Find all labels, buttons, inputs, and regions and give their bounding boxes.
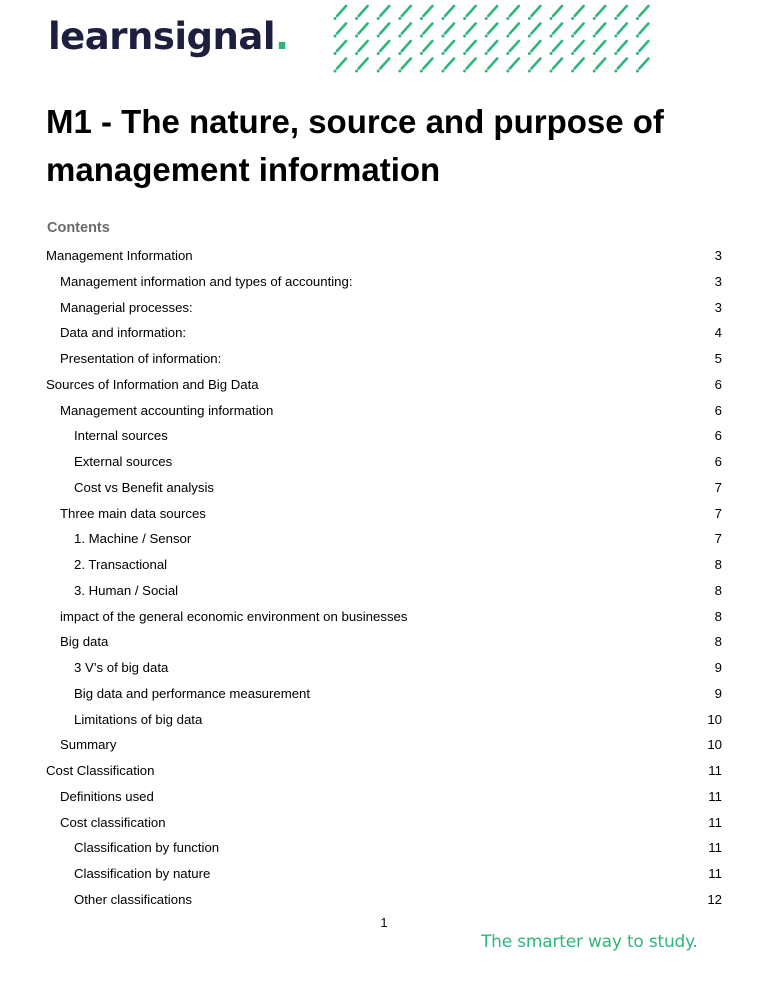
toc-entry-text: Limitations of big data [74, 711, 203, 727]
tick-mark [593, 41, 606, 55]
tick-mark [442, 41, 455, 55]
toc-entry-page: 11 [708, 763, 722, 778]
tick-mark [463, 6, 476, 20]
toc-entry[interactable] [46, 243, 722, 269]
toc-entry[interactable] [46, 475, 722, 501]
toc-entry-text: Internal sources [74, 428, 168, 444]
toc-entry-page: 4 [714, 325, 722, 341]
toc-entry-text: Cost Classification [46, 763, 155, 778]
tick-mark [614, 59, 627, 73]
toc-entry-text: 2. Transactional [74, 557, 168, 572]
toc-entry-page: 11 [708, 814, 722, 830]
toc-entry-page: 10 [707, 737, 722, 753]
toc-entry[interactable] [46, 784, 722, 810]
tick-mark [377, 24, 390, 38]
tick-mark [355, 41, 368, 55]
tick-mark [528, 6, 541, 20]
tick-mark [593, 6, 606, 20]
tick-mark [571, 59, 584, 73]
tick-mark [463, 24, 476, 38]
tick-mark [398, 41, 411, 55]
tick-mark [398, 6, 411, 20]
toc-entry[interactable] [46, 552, 722, 578]
toc-entry[interactable] [46, 758, 722, 784]
toc-entry-page: 7 [714, 505, 722, 521]
tick-mark [506, 59, 519, 73]
toc-entry-text: Managerial processes: [60, 299, 193, 315]
toc-entry-page: 6 [714, 428, 722, 444]
tick-mark [614, 6, 627, 20]
tick-mark [614, 41, 627, 55]
tick-mark [636, 6, 649, 20]
toc-entry[interactable] [46, 372, 722, 398]
tick-mark [355, 59, 368, 73]
toc-entry-text: impact of the general economic environment on businesses [60, 608, 408, 624]
toc-entry-page: 3 [714, 248, 722, 263]
contents-heading: Contents [47, 220, 110, 236]
toc-entry-text: Classification by nature [74, 866, 211, 881]
toc-entry[interactable] [46, 629, 722, 655]
toc-entry-page: 5 [714, 351, 722, 366]
toc-entry-page: 10 [707, 711, 722, 727]
toc-entry-page: 6 [714, 454, 722, 469]
tick-mark [485, 6, 498, 20]
toc-entry-text: Other classifications [74, 891, 192, 907]
toc-entry-text: 3 V’s of big data [74, 660, 169, 675]
tick-mark [593, 59, 606, 73]
toc-entry[interactable] [46, 526, 722, 552]
toc-entry-page: 3 [714, 299, 722, 315]
tick-mark [550, 59, 563, 73]
tick-mark [334, 59, 347, 73]
toc-entry-page: 12 [707, 891, 722, 907]
toc-entry-page: 7 [714, 531, 722, 547]
toc-entry-page: 8 [714, 608, 722, 624]
toc-entry-text: Management accounting information [60, 402, 274, 418]
tick-mark [420, 24, 433, 38]
toc-entry-page: 9 [714, 685, 722, 701]
toc-entry[interactable] [46, 707, 722, 733]
toc-entry[interactable] [46, 810, 722, 836]
tick-mark [442, 59, 455, 73]
tick-mark [528, 59, 541, 73]
toc-entry-page: 11 [708, 866, 722, 881]
toc-entry-text: Definitions used [60, 788, 154, 804]
toc-entry[interactable] [46, 346, 722, 372]
decorative-tick-pattern [330, 2, 670, 82]
tick-mark [377, 59, 390, 73]
tick-mark [528, 24, 541, 38]
tick-mark [420, 6, 433, 20]
toc-entry[interactable] [46, 835, 722, 861]
toc-entry-text: Data and information: [60, 325, 187, 341]
tick-mark [571, 24, 584, 38]
page-number: 1 [380, 916, 388, 930]
tick-mark [463, 59, 476, 73]
toc-entry-text: Management Information [46, 248, 193, 263]
tick-mark [593, 24, 606, 38]
tick-mark [442, 6, 455, 20]
tick-mark [550, 41, 563, 55]
tick-mark [420, 59, 433, 73]
toc-entry-text: Three main data sources [60, 505, 206, 521]
toc-entry[interactable] [46, 320, 722, 346]
tick-mark [485, 59, 498, 73]
tick-mark [463, 41, 476, 55]
tick-mark [636, 24, 649, 38]
toc-entry-page: 8 [714, 634, 722, 650]
tick-mark [506, 41, 519, 55]
tick-mark [377, 6, 390, 20]
tick-mark [571, 6, 584, 20]
toc-entry[interactable] [46, 681, 722, 707]
toc-entry[interactable] [46, 295, 722, 321]
tick-mark [528, 41, 541, 55]
toc-entry[interactable] [46, 861, 722, 887]
tick-mark [636, 59, 649, 73]
tick-mark [355, 24, 368, 38]
toc-entry-page: 6 [714, 376, 722, 392]
tick-mark [442, 24, 455, 38]
toc-entry-text: 1. Machine / Sensor [74, 531, 192, 547]
tick-mark [355, 6, 368, 20]
toc-entry-text: Summary [60, 737, 117, 753]
document-title: M1 - The nature, source and purpose of management information [46, 103, 664, 188]
toc-entry[interactable] [46, 449, 722, 475]
toc-entry-text: Cost classification [60, 814, 166, 830]
toc-entry[interactable] [46, 398, 722, 424]
toc-entry[interactable] [46, 887, 722, 913]
toc-entry-page: 11 [708, 840, 722, 856]
toc-entry-page: 11 [708, 788, 722, 804]
toc-entry-page: 7 [714, 479, 722, 495]
tick-mark [377, 41, 390, 55]
toc-entry-page: 3 [714, 273, 722, 289]
toc-entry[interactable] [46, 269, 722, 295]
logo-text: learnsignal [48, 15, 276, 58]
toc-entry[interactable] [46, 732, 722, 758]
toc-entry-text: Big data [60, 634, 109, 650]
tagline: The smarter way to study. [481, 932, 698, 952]
toc-entry-text: Sources of Information and Big Data [46, 376, 259, 392]
logo-dot: . [275, 15, 289, 58]
tick-mark [550, 6, 563, 20]
learnsignal-logo [48, 12, 289, 62]
toc-entry-text: 3. Human / Social [74, 582, 179, 598]
table-of-contents [46, 243, 722, 913]
tick-mark [506, 24, 519, 38]
toc-entry-page: 8 [714, 557, 722, 572]
toc-entry-text: Classification by function [74, 840, 220, 856]
toc-entry[interactable] [46, 655, 722, 681]
tick-mark [614, 24, 627, 38]
tick-mark [334, 41, 347, 55]
toc-entry-text: Management information and types of accounting: [60, 273, 353, 289]
toc-entry[interactable] [46, 501, 722, 527]
tick-mark [571, 41, 584, 55]
tick-mark [420, 41, 433, 55]
tick-mark [398, 59, 411, 73]
tick-mark [334, 6, 347, 20]
toc-entry-text: Cost vs Benefit analysis [74, 479, 214, 495]
toc-entry-page: 6 [714, 402, 722, 418]
tick-mark [334, 24, 347, 38]
tick-mark [636, 41, 649, 55]
toc-entry[interactable] [46, 604, 722, 630]
tick-mark [485, 41, 498, 55]
toc-entry-page: 8 [714, 582, 722, 598]
tick-mark [550, 24, 563, 38]
tick-mark [398, 24, 411, 38]
toc-entry-text: Big data and performance measurement [74, 685, 311, 701]
toc-entry[interactable] [46, 423, 722, 449]
toc-entry-text: Presentation of information: [60, 351, 222, 366]
tick-mark [506, 6, 519, 20]
toc-entry-text: External sources [74, 454, 173, 469]
tick-mark [485, 24, 498, 38]
toc-entry[interactable] [46, 578, 722, 604]
toc-entry-page: 9 [714, 660, 722, 675]
